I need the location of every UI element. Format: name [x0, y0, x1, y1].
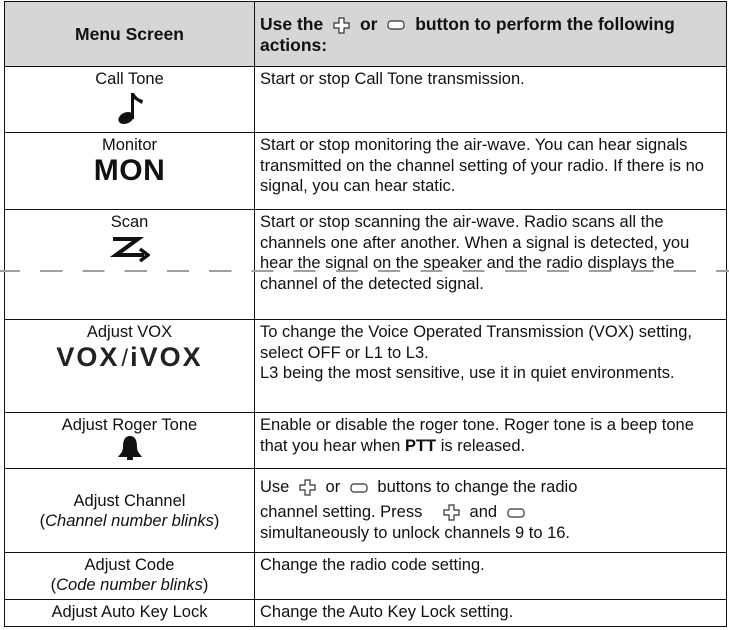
- row-adjust-code: [5, 553, 727, 600]
- action-desc: To change the Voice Operated Transmission (VOX) setting, select OFF or L1 to L3. L3 being the most sensitive, use it in quiet environments.: [255, 320, 727, 413]
- action-desc: Change the radio code setting.: [255, 553, 727, 600]
- row-adjust-roger-tone: [5, 413, 727, 469]
- action-desc: Start or stop monitoring the air-wave. You can hear signals transmitted on the channel setting of your radio. If there is no signal, you can hear static.: [255, 133, 727, 210]
- minus-button-icon: [387, 20, 405, 30]
- header-row: [5, 2, 727, 67]
- menu-subtitle: (Code number blinks): [50, 576, 209, 594]
- minus-button-icon: [350, 483, 368, 493]
- row-call-tone: [5, 67, 727, 133]
- menu-name: Adjust Channel: [73, 491, 186, 510]
- row-scan: [5, 210, 727, 320]
- row-adjust-channel: [5, 469, 727, 553]
- action-desc: Start or stop Call Tone transmission.: [255, 67, 727, 133]
- minus-button-icon: [507, 508, 525, 518]
- row-adjust-auto-key-lock: [5, 600, 727, 627]
- menu-name: Scan: [110, 213, 149, 231]
- menu-subtitle: (Channel number blinks): [39, 511, 220, 530]
- header-actions: Use the or button to perform the following actions:: [255, 2, 727, 67]
- action-desc: Start or stop scanning the air-wave. Radio scans all the channels one after another. When a signal is detected, you hear the signal on the speaker and the radio displays the channel of the detected signal.: [255, 210, 727, 320]
- plus-button-icon: [443, 504, 460, 521]
- plus-button-icon: [333, 17, 350, 34]
- music-note-icon: [115, 90, 145, 126]
- action-desc: Enable or disable the roger tone. Roger tone is a beep tone that you hear when PTT is released.: [255, 413, 727, 469]
- bell-icon: [115, 435, 145, 461]
- row-monitor: [5, 133, 727, 210]
- action-desc: Change the Auto Key Lock setting.: [255, 600, 727, 627]
- page-fold-dashed-line: [0, 270, 729, 272]
- menu-name: Adjust Roger Tone: [61, 416, 198, 434]
- menu-name: Adjust Code: [84, 556, 175, 574]
- menu-name: Adjust Auto Key Lock: [51, 603, 208, 621]
- menu-name: Monitor: [101, 136, 158, 154]
- menu-name: Adjust VOX: [86, 323, 173, 341]
- vox-icon: VOX/iVOX: [56, 342, 203, 372]
- menu-table: [4, 1, 727, 627]
- menu-name: Call Tone: [95, 70, 164, 88]
- mon-icon: MON: [93, 154, 166, 187]
- row-adjust-vox: [5, 320, 727, 413]
- header-menu-screen: Menu Screen: [5, 2, 255, 67]
- scan-arrow-icon: [110, 235, 150, 263]
- action-desc: Use or buttons to change the radio channel setting. Press and simultaneously to unlock channels 9 to 16.: [255, 469, 727, 553]
- plus-button-icon: [299, 479, 316, 496]
